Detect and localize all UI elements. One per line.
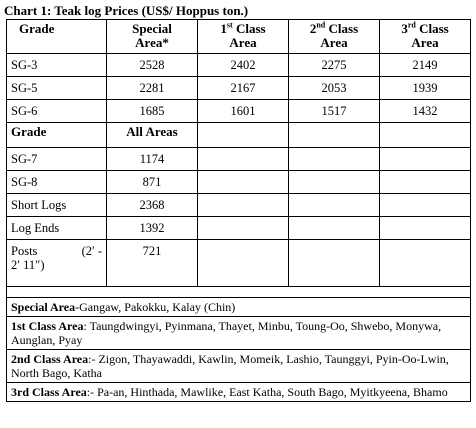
empty-cell [380,148,471,171]
empty-cell [289,217,380,240]
note-special-area [7,298,471,317]
third-class-cell: 1939 [380,77,471,100]
spacer-row [7,287,471,298]
header-second-class [289,20,380,54]
all-areas-cell: 1174 [107,148,198,171]
table-row [7,240,471,287]
empty-cell [380,194,471,217]
second-class-cell: 2053 [289,77,380,100]
empty-cell [198,217,289,240]
special-cell: 1685 [107,100,198,123]
note-label: Special Area [11,300,76,314]
first-class-cell: 2402 [198,54,289,77]
table-row [7,148,471,171]
note-label: 1st Class Area [11,319,84,333]
teak-price-table [6,19,471,402]
header-first-line2: Area [229,35,257,50]
note-label: 3rd Class Area [11,385,87,399]
empty-cell [289,171,380,194]
header-special-line1: Special [132,21,172,36]
header-special-area [107,20,198,54]
grade-cell: SG-7 [7,148,107,171]
first-class-cell: 2167 [198,77,289,100]
empty-cell [198,240,289,287]
special-cell: 2528 [107,54,198,77]
header-third-rest: Class [415,21,449,36]
note-third-class [7,383,471,402]
header-second-num: 2 [309,21,317,36]
empty-cell [198,123,289,148]
posts-size-a: (2′ - [81,244,102,258]
note-text: :- Pa-an, Hinthada, Mawlike, East Katha, South Bago, Myitkyeena, Bhamo [86,385,448,399]
all-areas-cell: 1392 [107,217,198,240]
header-first-rest: Class [232,21,266,36]
header-special-line2: Area* [135,35,169,50]
note-first-class [7,317,471,350]
header-third-sup: rd [407,20,416,30]
posts-size-b: 2′ 11″) [11,258,45,272]
note-row [7,383,471,402]
note-text: : Taungdwingyi, Pyinmana, Thayet, Minbu, Toung-Oo, Shwebo, Monywa, Aunglan, Pyay [11,319,442,347]
empty-cell [198,171,289,194]
header-third-line2: Area [411,35,439,50]
table-row [7,171,471,194]
posts-label: Posts [11,244,38,258]
empty-cell [289,123,380,148]
empty-cell [289,240,380,287]
note-row [7,317,471,350]
note-label: 2nd Class Area [11,352,89,366]
note-second-class [7,350,471,383]
all-areas-cell: 721 [107,240,198,287]
header-grade: Grade [7,20,107,54]
header-third-class [380,20,471,54]
empty-cell [380,123,471,148]
header-first-class [198,20,289,54]
grade-cell: SG-6 [7,100,107,123]
grade-cell: Log Ends [7,217,107,240]
grade-cell: SG-8 [7,171,107,194]
note-text: -Gangaw, Pakokku, Kalay (Chin) [75,300,236,314]
table-row [7,100,471,123]
all-areas-cell: 871 [107,171,198,194]
empty-cell [380,217,471,240]
first-class-cell: 1601 [198,100,289,123]
table-row [7,54,471,77]
empty-cell [198,194,289,217]
empty-cell [380,240,471,287]
grade-cell: SG-3 [7,54,107,77]
grade-cell: SG-5 [7,77,107,100]
subheader-all-areas: All Areas [107,123,198,148]
note-text: :- Zigon, Thayawaddi, Kawlin, Momeik, Lashio, Taunggyi, Pyin-Oo-Lwin, North Bago, Katha [11,352,449,380]
header-first-num: 1 [220,21,227,36]
table-row [7,77,471,100]
empty-cell [380,171,471,194]
table-row [7,194,471,217]
note-row [7,350,471,383]
chart-title: Chart 1: Teak log Prices (US$/ Hoppus ton.) [4,3,249,18]
grade-cell-posts [7,240,107,287]
header-third-num: 3 [401,21,408,36]
spacer-cell [7,287,471,298]
second-class-cell: 2275 [289,54,380,77]
second-class-cell: 1517 [289,100,380,123]
empty-cell [289,148,380,171]
grade-cell: Short Logs [7,194,107,217]
third-class-cell: 2149 [380,54,471,77]
empty-cell [289,194,380,217]
header-second-line2: Area [320,35,348,50]
subheader-grade: Grade [7,123,107,148]
third-class-cell: 1432 [380,100,471,123]
header-second-sup: nd [316,20,326,30]
header-second-rest: Class [325,21,359,36]
note-row [7,298,471,317]
empty-cell [198,148,289,171]
special-cell: 2281 [107,77,198,100]
table-header-row [7,20,471,54]
table-row [7,217,471,240]
all-areas-cell: 2368 [107,194,198,217]
header-first-sup: st [226,20,233,30]
table-subheader-row [7,123,471,148]
